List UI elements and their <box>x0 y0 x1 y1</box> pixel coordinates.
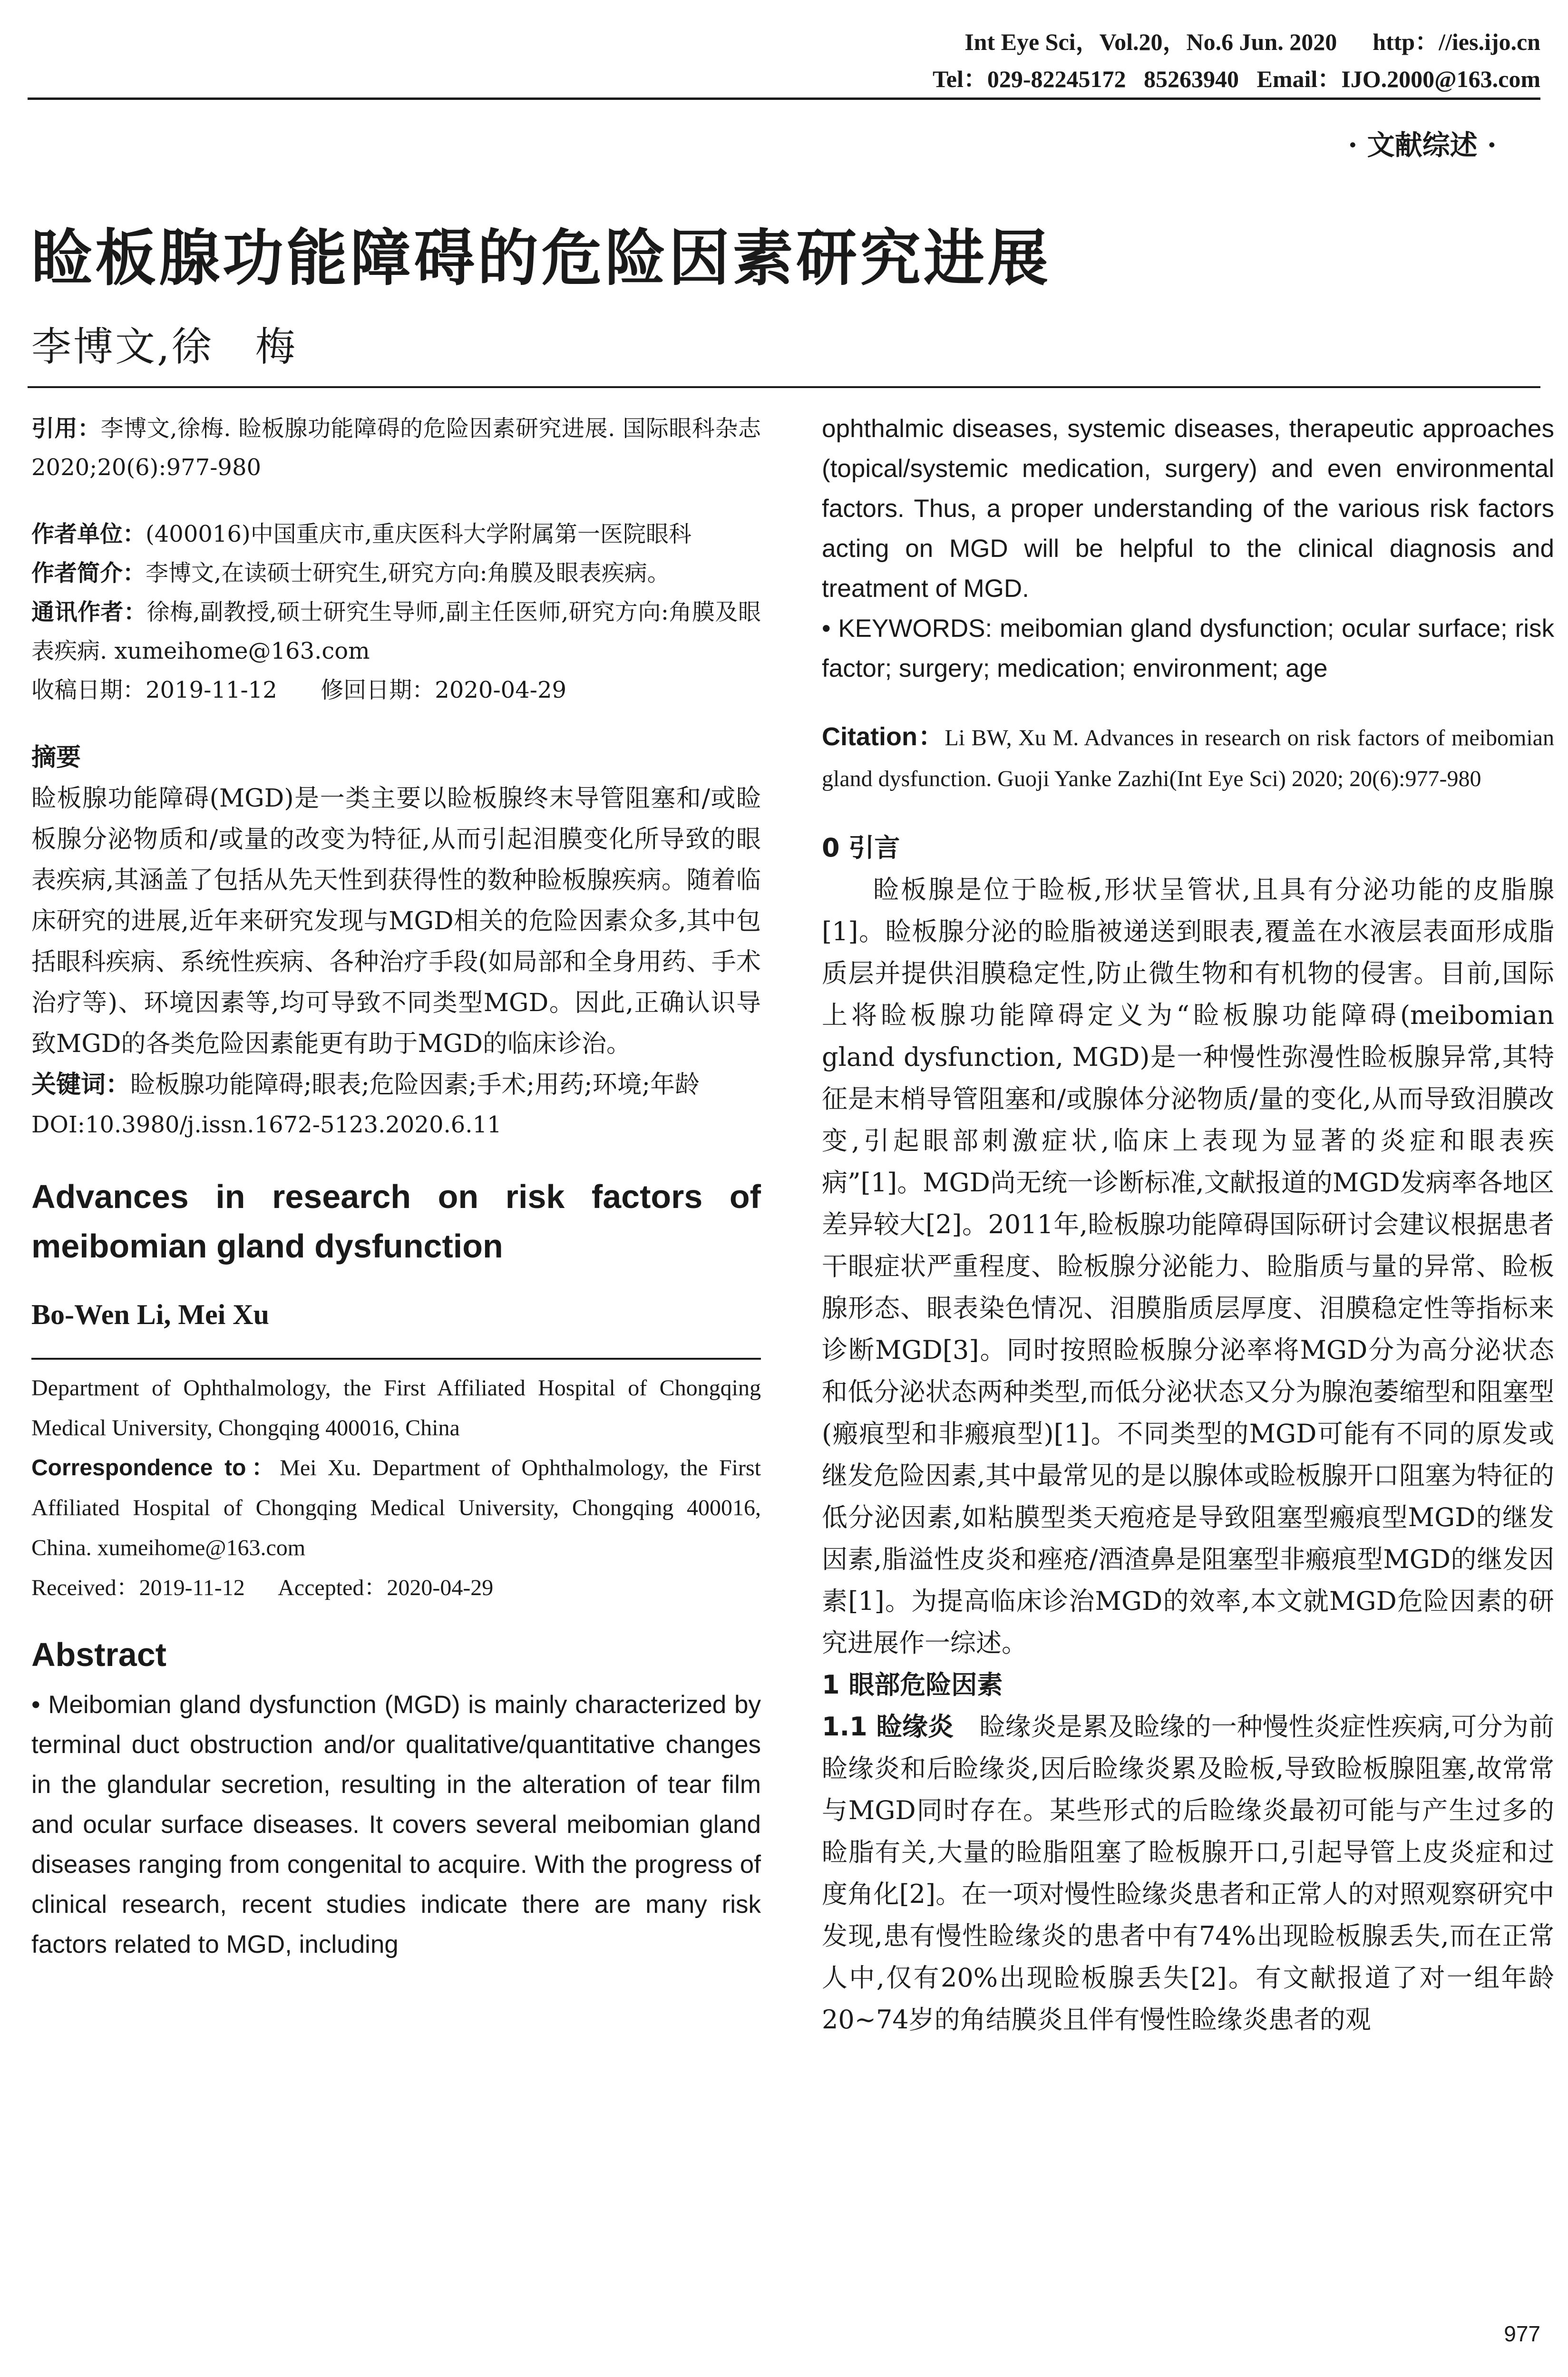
right-column <box>822 409 1554 2041</box>
en-authors: Bo-Wen Li, Mei Xu <box>31 1299 270 1330</box>
header-rule <box>28 97 1540 100</box>
section-tag: · 文献综述 · <box>1348 129 1497 161</box>
en-keywords: • KEYWORDS: meibomian gland dysfunction; ocular surface; risk factor; surgery; medication; environment; age <box>822 614 1554 682</box>
intro-heading: 0 引言 <box>822 833 900 863</box>
en-title: Advances in research on risk factors of meibomian gland dysfunction <box>31 1178 761 1265</box>
en-affiliation: Department of Ophthalmology, the First Affiliated Hospital of Chongqing Medical University, Chongqing 400016, China <box>31 1375 761 1441</box>
doi: DOI:10.3980/j.issn.1672-5123.2020.6.11 <box>31 1111 502 1138</box>
intro-paragraph: 睑板腺是位于睑板,形状呈管状,且具有分泌功能的皮脂腺[1]。睑板腺分泌的睑脂被递送到眼表,覆盖在水液层表面形成脂质层并提供泪膜稳定性,防止微生物和有机物的侵害。目前,国际上将睑板腺功能障碍定义为“睑板腺功能障碍(meibomian gland dysfunction, MGD)是一种慢性弥漫性睑板腺异常,其特征是末梢导管阻塞和/或腺体分泌物质/量的变化,从而导致泪膜改变,引起眼部刺激症状,临床上表现为显著的炎症和眼表疾病”[1]。MGD尚无统一诊断标准,文献报道的MGD发病率各地区差异较大[2]。2011年,睑板腺功能障碍国际研讨会建议根据患者干眼症状严重程度、睑板腺分泌能力、睑脂质与量的异常、睑板腺形态、眼表染色情况、泪膜脂质层厚度、泪膜稳定性等指标来诊断MGD[3]。同时按照睑板腺分泌率将MGD分为高分泌状态和低分泌状态两种类型,而低分泌状态又分为腺泡萎缩型和阻塞型(瘢痕型和非瘢痕型)[1]。不同类型的MGD可能有不同的原发或继发危险因素,其中最常见的是以腺体或睑板腺开口阻塞为特征的低分泌因素,如粘膜型类天疱疮是导致阻塞型瘢痕型MGD的继发因素,脂溢性皮炎和痤疮/酒渣鼻是阻塞型非瘢痕型MGD的继发因素[1]。为提高临床诊治MGD的效率,本文就MGD危险因素的研究进展作一综述。 <box>822 875 1554 1658</box>
en-abstract-heading: Abstract <box>31 1636 166 1673</box>
cn-keywords: 关键词：睑板腺功能障碍;眼表;危险因素;手术;用药;环境;年龄 <box>31 1071 700 1099</box>
left-column <box>31 409 761 1965</box>
section1-heading: 1 眼部危险因素 <box>822 1670 1003 1700</box>
en-abstract-text: • Meibomian gland dysfunction (MGD) is mainly characterized by terminal duct obstruction and/or qualitative/quantitative changes in the glandular secretion, resulting in the alteration of tear film and ocular surface diseases. It covers several meibomian gland diseases ranging from congenital to acquire. With the progress of clinical research, recent studies indicate there are many risk factors related to MGD, including <box>31 1691 761 1958</box>
journal-header-line1: Int Eye Sci，Vol.20，No.6 Jun. 2020 http：//ies.ijo.cn <box>964 29 1540 55</box>
cn-abstract-text: 睑板腺功能障碍(MGD)是一类主要以睑板腺终末导管阻塞和/或睑板腺分泌物质和/或量的改变为特征,从而引起泪膜变化所导致的眼表疾病,其涵盖了包括从先天性到获得性的数种睑板腺疾病。随着临床研究的进展,近年来研究发现与MGD相关的危险因素众多,其中包括眼科疾病、系统性疾病、各种治疗手段(如局部和全身用药、手术治疗等)、环境因素等,均可导致不同类型MGD。因此,正确认识导致MGD的各类危险因素能更有助于MGD的临床诊治。 <box>31 784 761 1058</box>
en-dates: Received：2019-11-12 Accepted：2020-04-29 <box>31 1575 494 1600</box>
en-abstract-continued: ophthalmic diseases, systemic diseases, therapeutic approaches (topical/systemic medication, surgery) and even environmental factors. Thus, a proper understanding of the various risk factors acting on MGD will be helpful to the clinical diagnosis and treatment of MGD. <box>822 415 1554 603</box>
title-rule <box>28 386 1540 388</box>
page-number: 977 <box>1504 2321 1540 2346</box>
cn-correspondence: 通讯作者：徐梅,副教授,硕士研究生导师,副主任医师,研究方向:角膜及眼表疾病. xumeihome@163.com <box>31 599 761 664</box>
cn-bio: 作者简介：李博文,在读硕士研究生,研究方向:角膜及眼表疾病。 <box>31 560 670 586</box>
en-correspondence: Correspondence to：Mei Xu. Department of Ophthalmology, the First Affiliated Hospital of Chongqing Medical University, Chongqing 400016, China. xumeihome@163.com <box>31 1455 761 1560</box>
article-authors: 李博文,徐 梅 <box>31 323 297 370</box>
cn-dates: 收稿日期：2019-11-12 修回日期：2020-04-29 <box>31 677 567 703</box>
article-title: 睑板腺功能障碍的危险因素研究进展 <box>31 223 1052 294</box>
cn-abstract-heading: 摘要 <box>31 743 81 772</box>
cn-citation: 引用：李博文,徐梅. 睑板腺功能障碍的危险因素研究进展. 国际眼科杂志 2020;20(6):977-980 <box>31 415 761 481</box>
journal-header-line2: Tel：029-82245172 85263940 Email：IJO.2000@163.com <box>933 66 1540 92</box>
section1-1-paragraph: 1.1 睑缘炎 睑缘炎是累及睑缘的一种慢性炎症性疾病,可分为前睑缘炎和后睑缘炎,因后睑缘炎累及睑板,导致睑板腺阻塞,故常常与MGD同时存在。某些形式的后睑缘炎最初可能与产生过多的睑脂有关,大量的睑脂阻塞了睑板腺开口,引起导管上皮炎症和过度角化[2]。在一项对慢性睑缘炎患者和正常人的对照观察研究中发现,患有慢性睑缘炎的患者中有74%出现睑板腺丢失,而在正常人中,仅有20%出现睑板腺丢失[2]。有文献报道了对一组年龄20~74岁的角结膜炎且伴有慢性睑缘炎患者的观 <box>822 1712 1554 2035</box>
cn-affiliation: 作者单位：(400016)中国重庆市,重庆医科大学附属第一医院眼科 <box>31 521 691 547</box>
en-citation: Citation：Li BW, Xu M. Advances in research on risk factors of meibomian gland dysfunction. Guoji Yanke Zazhi(Int Eye Sci) 2020; 20(6):977-980 <box>822 722 1554 791</box>
